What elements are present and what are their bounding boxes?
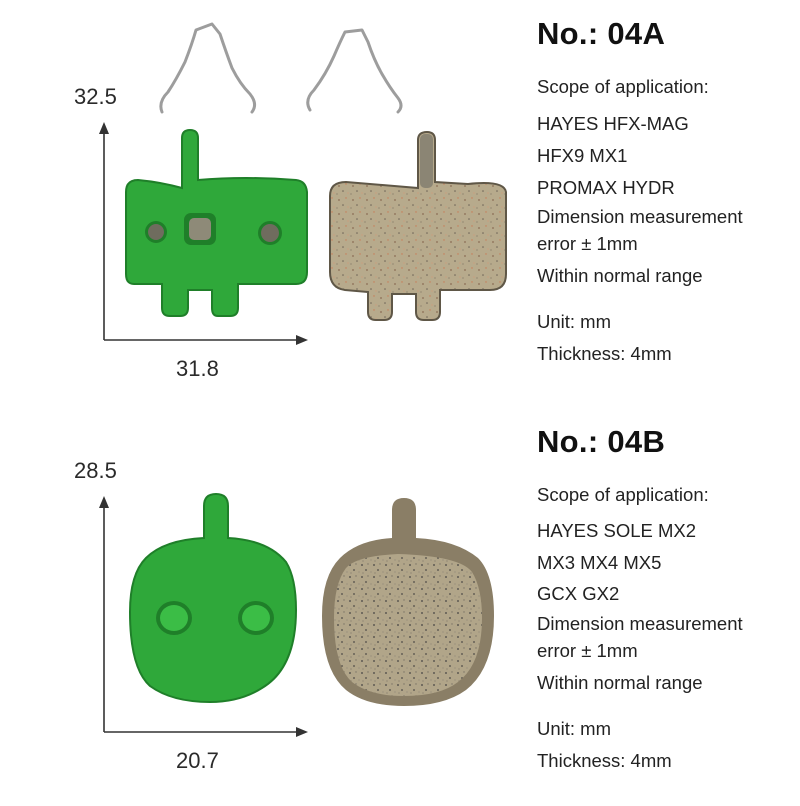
application-04a-3: PROMAX HYDR — [537, 177, 675, 198]
unit-04b: Unit: mm — [537, 718, 611, 739]
friction-pad-04b — [322, 498, 494, 706]
application-04b-1: HAYES SOLE MX2 — [537, 520, 697, 541]
backplate-04a — [126, 130, 307, 316]
range-note-04b: Within normal range — [537, 672, 703, 693]
friction-pad-04a — [330, 132, 506, 320]
retaining-spring-right — [308, 30, 401, 112]
model-number-04b: No.: 04B — [537, 424, 666, 459]
dimension-note-04b-2: error ± 1mm — [537, 640, 638, 661]
application-04a-1: HAYES HFX-MAG — [537, 113, 689, 134]
application-04a-2: HFX9 MX1 — [537, 145, 628, 166]
thickness-04b: Thickness: 4mm — [537, 750, 672, 771]
spec-panel-04a — [537, 16, 665, 52]
scope-label-04b: Scope of application: — [537, 484, 709, 505]
range-note-04a: Within normal range — [537, 265, 703, 286]
product-04a-illustration — [0, 0, 520, 400]
width-label-04b: 20.7 — [176, 748, 219, 773]
application-04b-2: MX3 MX4 MX5 — [537, 552, 662, 573]
spec-panel-04b — [537, 424, 665, 460]
dimension-note-04b-1: Dimension measurement — [537, 613, 743, 634]
application-04b-3: GCX GX2 — [537, 583, 620, 604]
product-04a — [0, 0, 800, 400]
retaining-spring-left — [161, 24, 255, 112]
backplate-04b — [130, 494, 296, 702]
scope-label-04a: Scope of application: — [537, 76, 709, 97]
product-04b — [0, 406, 800, 806]
height-label-04a: 32.5 — [74, 84, 117, 109]
dimension-note-04a-2: error ± 1mm — [537, 233, 638, 254]
height-label-04b: 28.5 — [74, 458, 117, 483]
unit-04a: Unit: mm — [537, 311, 611, 332]
dimension-note-04a-1: Dimension measurement — [537, 206, 743, 227]
width-label-04a: 31.8 — [176, 356, 219, 381]
thickness-04a: Thickness: 4mm — [537, 343, 672, 364]
model-number-04a: No.: 04A — [537, 16, 666, 51]
